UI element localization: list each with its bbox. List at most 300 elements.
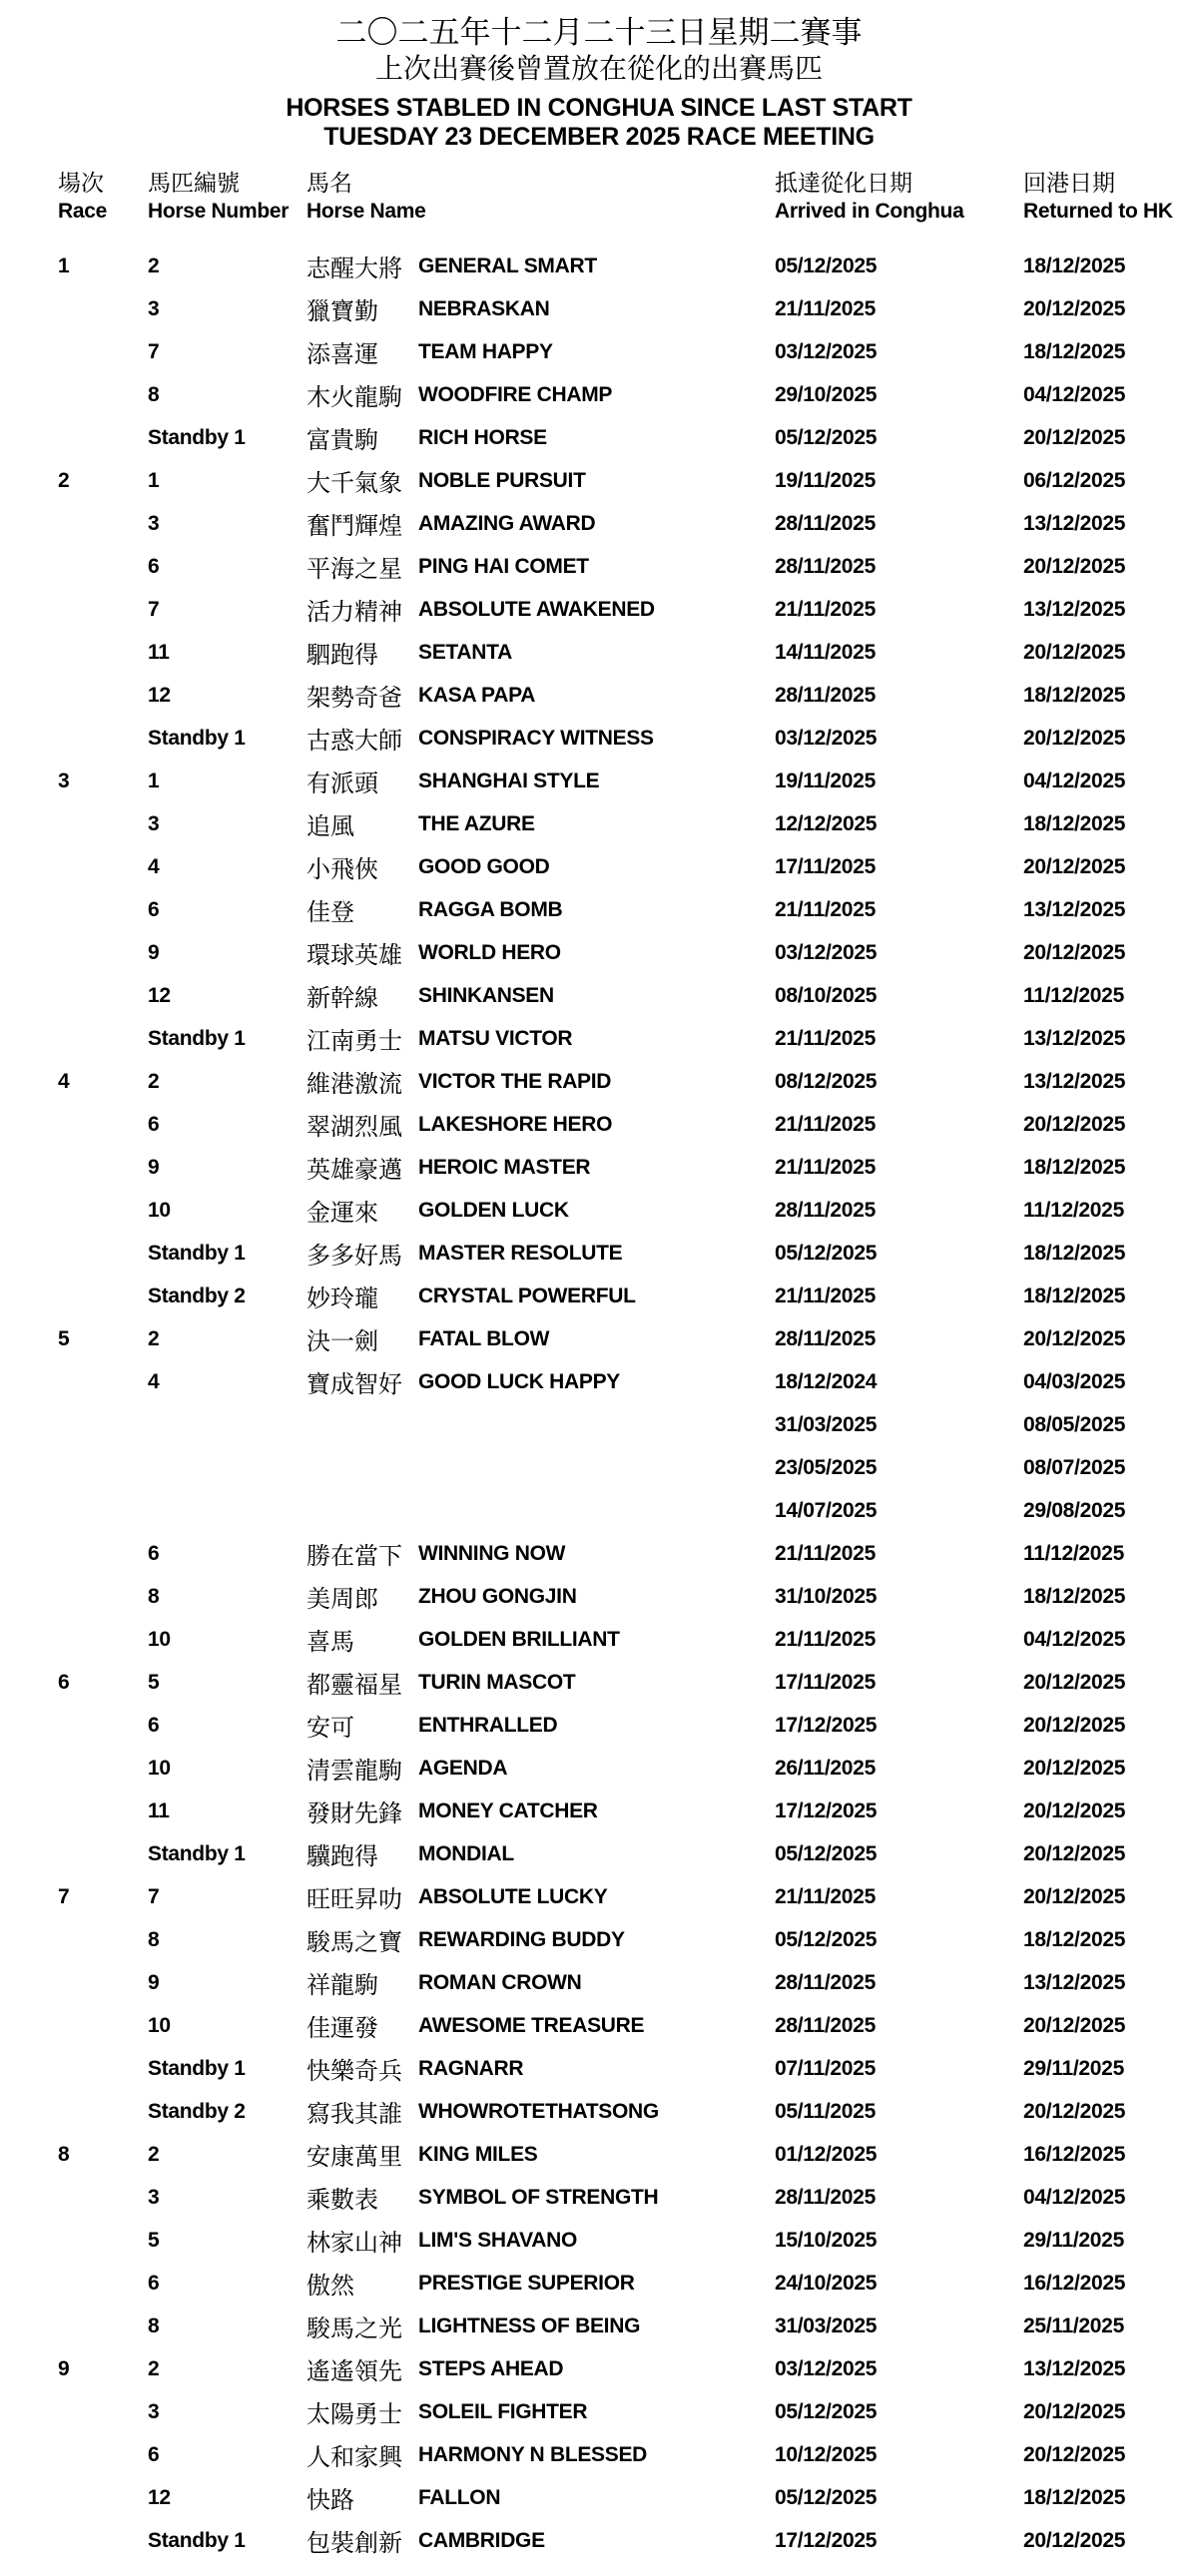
arrived-in-conghua-date: 17/11/2025 — [775, 1670, 876, 1694]
arrived-in-conghua-date: 17/12/2025 — [775, 2528, 878, 2552]
horse-name-chinese: 遙遙領先 — [306, 2358, 402, 2385]
horse-name-english: SETANTA — [418, 640, 512, 664]
horse-name-chinese: 富貴駒 — [306, 427, 378, 454]
arrived-in-conghua-date: 05/12/2025 — [775, 1841, 878, 1865]
arrived-in-conghua-date: 17/12/2025 — [775, 1799, 878, 1822]
table-row — [58, 845, 1178, 888]
horse-number: 12 — [148, 983, 171, 1007]
table-row — [58, 2133, 1178, 2176]
horse-name-english: PING HAI COMET — [418, 554, 589, 578]
table-row — [58, 1918, 1178, 1961]
horse-name-english: CAMBRIDGE — [418, 2528, 545, 2552]
horse-name-chinese: 追風 — [306, 813, 354, 840]
arrived-in-conghua-date: 28/11/2025 — [775, 2013, 876, 2037]
returned-to-hk-date: 13/12/2025 — [1023, 897, 1126, 921]
returned-to-hk-date: 04/03/2025 — [1023, 1369, 1126, 1393]
arrived-in-conghua-date: 18/12/2024 — [775, 1369, 878, 1393]
horse-name-chinese: 古惑大師 — [306, 728, 402, 755]
horse-name-chinese: 安可 — [306, 1715, 354, 1742]
table-row — [58, 1790, 1178, 1832]
horse-name-chinese: 太陽勇士 — [306, 2401, 402, 2428]
horse-name-english: MONDIAL — [418, 1841, 514, 1865]
horse-name-english: GOOD LUCK HAPPY — [418, 1369, 621, 1393]
table-row — [58, 2219, 1178, 2262]
returned-to-hk-date: 13/12/2025 — [1023, 597, 1126, 621]
race-number: 7 — [58, 1884, 70, 1908]
horse-name-chinese: 祥龍駒 — [306, 1972, 378, 1999]
arrived-in-conghua-date: 29/10/2025 — [775, 382, 878, 406]
returned-to-hk-date: 04/12/2025 — [1023, 2185, 1126, 2209]
table-row — [58, 459, 1178, 502]
column-header-horse-number-en: Horse Number — [148, 200, 290, 223]
arrived-in-conghua-date: 21/11/2025 — [775, 1627, 876, 1651]
returned-to-hk-date: 20/12/2025 — [1023, 2099, 1126, 2123]
arrived-in-conghua-date: 12/12/2025 — [775, 811, 878, 835]
column-header-spacer — [418, 168, 775, 198]
horse-name-english: ABSOLUTE LUCKY — [418, 1884, 608, 1908]
arrived-in-conghua-date: 28/11/2025 — [775, 1326, 876, 1350]
arrived-in-conghua-date: 21/11/2025 — [775, 1155, 876, 1179]
horse-name-english: WHOWROTETHATSONG — [418, 2099, 659, 2123]
returned-to-hk-date: 20/12/2025 — [1023, 940, 1126, 964]
title-chinese-subtitle: 上次出賽後曾置放在從化的出賽馬匹 — [374, 53, 823, 84]
returned-to-hk-date: 11/12/2025 — [1023, 983, 1124, 1007]
horse-number: Standby 1 — [148, 1026, 246, 1050]
arrived-in-conghua-date: 07/11/2025 — [775, 2056, 876, 2080]
table-row — [58, 1060, 1178, 1103]
horse-number: 6 — [148, 2271, 160, 2295]
horse-number: 6 — [148, 554, 160, 578]
returned-to-hk-date: 20/12/2025 — [1023, 726, 1126, 750]
horse-name-english: LIGHTNESS OF BEING — [418, 2314, 641, 2337]
table-row — [58, 1232, 1178, 1275]
returned-to-hk-date: 20/12/2025 — [1023, 1670, 1126, 1694]
horse-name-english: KASA PAPA — [418, 683, 536, 707]
arrived-in-conghua-date: 19/11/2025 — [775, 468, 876, 492]
horse-name-chinese: 駿馬之光 — [306, 2316, 402, 2342]
table-row — [58, 2004, 1178, 2047]
horse-number: 2 — [148, 1326, 160, 1350]
horse-name-chinese: 新幹線 — [306, 985, 378, 1012]
horse-number: 8 — [148, 1927, 160, 1951]
horse-name-english: KING MILES — [418, 2142, 538, 2166]
horse-name-english: CONSPIRACY WITNESS — [418, 726, 654, 750]
horse-name-chinese: 江南勇士 — [306, 1028, 402, 1055]
horse-number: Standby 1 — [148, 1241, 246, 1265]
arrived-in-conghua-date: 10/12/2025 — [775, 2442, 878, 2466]
arrived-in-conghua-date: 05/11/2025 — [775, 2099, 876, 2123]
returned-to-hk-date: 20/12/2025 — [1023, 1326, 1126, 1350]
table-row — [58, 2433, 1178, 2476]
column-header-horse-name-zh: 馬名 — [306, 170, 352, 196]
returned-to-hk-date: 11/12/2025 — [1023, 1541, 1124, 1565]
arrived-in-conghua-date: 31/03/2025 — [775, 2314, 878, 2337]
horse-name-chinese: 林家山神 — [306, 2230, 402, 2257]
horse-name-english: GENERAL SMART — [418, 254, 597, 277]
table-row — [58, 760, 1178, 802]
race-number: 9 — [58, 2356, 70, 2380]
table-row — [58, 2476, 1178, 2519]
arrived-in-conghua-date: 19/11/2025 — [775, 769, 876, 792]
horse-name-english: ZHOU GONGJIN — [418, 1584, 577, 1608]
horse-name-english: SHANGHAI STYLE — [418, 769, 600, 792]
returned-to-hk-date: 29/11/2025 — [1023, 2228, 1124, 2252]
horse-number: 2 — [148, 2356, 160, 2380]
horse-name-chinese: 旺旺昇叻 — [306, 1886, 402, 1913]
table-header — [58, 168, 1178, 225]
table-row — [58, 1575, 1178, 1618]
horse-number: Standby 2 — [148, 1284, 246, 1307]
column-header-arrived-en: Arrived in Conghua — [775, 200, 964, 223]
horse-number: 8 — [148, 1584, 160, 1608]
horse-number: 2 — [148, 2142, 160, 2166]
horse-name-chinese: 金運來 — [306, 1200, 378, 1227]
horse-number: 8 — [148, 2314, 160, 2337]
table-row — [58, 717, 1178, 760]
horse-name-english: TEAM HAPPY — [418, 339, 553, 363]
horse-number: Standby 1 — [148, 2528, 246, 2552]
horse-number: 7 — [148, 597, 160, 621]
returned-to-hk-date: 18/12/2025 — [1023, 254, 1126, 277]
table-body — [58, 245, 1178, 2562]
horse-name-chinese: 翠湖烈風 — [306, 1114, 402, 1141]
table-row — [58, 1360, 1178, 1403]
horse-name-chinese: 都靈福星 — [306, 1672, 402, 1699]
table-row — [58, 2176, 1178, 2219]
horse-number: 12 — [148, 2485, 171, 2509]
table-header-chinese-row — [58, 168, 1178, 198]
horse-name-english: NEBRASKAN — [418, 296, 550, 320]
race-number: 6 — [58, 1670, 70, 1694]
table-row — [58, 1103, 1178, 1146]
horse-name-english: HARMONY N BLESSED — [418, 2442, 648, 2466]
horse-name-chinese: 有派頭 — [306, 771, 378, 797]
returned-to-hk-date: 04/12/2025 — [1023, 382, 1126, 406]
horse-number: 10 — [148, 2013, 171, 2037]
table-row — [58, 2090, 1178, 2133]
table-row — [58, 974, 1178, 1017]
returned-to-hk-date: 13/12/2025 — [1023, 1069, 1126, 1093]
arrived-in-conghua-date: 21/11/2025 — [775, 1112, 876, 1136]
horse-name-english: SHINKANSEN — [418, 983, 554, 1007]
arrived-in-conghua-date: 03/12/2025 — [775, 726, 878, 750]
arrived-in-conghua-date: 14/07/2025 — [775, 1498, 878, 1522]
returned-to-hk-date: 18/12/2025 — [1023, 2485, 1126, 2509]
horse-name-english: WINNING NOW — [418, 1541, 566, 1565]
horse-name-english: TURIN MASCOT — [418, 1670, 576, 1694]
table-row — [58, 2262, 1178, 2305]
arrived-in-conghua-date: 24/10/2025 — [775, 2271, 878, 2295]
arrived-in-conghua-date: 08/10/2025 — [775, 983, 878, 1007]
horse-name-chinese: 小飛俠 — [306, 856, 378, 883]
table-row — [58, 631, 1178, 674]
horse-number: Standby 1 — [148, 726, 246, 750]
horse-name-english: HEROIC MASTER — [418, 1155, 591, 1179]
horse-name-chinese: 寶成智好 — [306, 1371, 402, 1398]
horse-name-english: PRESTIGE SUPERIOR — [418, 2271, 635, 2295]
horse-name-english: NOBLE PURSUIT — [418, 468, 586, 492]
arrived-in-conghua-date: 17/12/2025 — [775, 1713, 878, 1737]
horse-number: 3 — [148, 2399, 160, 2423]
horse-number: 8 — [148, 382, 160, 406]
table-row — [58, 674, 1178, 717]
horse-number: Standby 1 — [148, 2056, 246, 2080]
horse-name-chinese: 人和家興 — [306, 2444, 402, 2471]
horse-name-english: STEPS AHEAD — [418, 2356, 564, 2380]
arrived-in-conghua-date: 14/11/2025 — [775, 640, 876, 664]
returned-to-hk-date: 18/12/2025 — [1023, 1155, 1126, 1179]
horse-number: 6 — [148, 1112, 160, 1136]
horse-name-chinese: 妙玲瓏 — [306, 1286, 378, 1312]
race-number: 2 — [58, 468, 70, 492]
race-number: 8 — [58, 2142, 70, 2166]
race-number: 4 — [58, 1069, 70, 1093]
horse-name-english: CRYSTAL POWERFUL — [418, 1284, 636, 1307]
arrived-in-conghua-date: 21/11/2025 — [775, 897, 876, 921]
arrived-in-conghua-date: 05/12/2025 — [775, 2399, 878, 2423]
table-row — [58, 1961, 1178, 2004]
horse-number: 6 — [148, 1541, 160, 1565]
returned-to-hk-date: 20/12/2025 — [1023, 2399, 1126, 2423]
horse-name-chinese: 勝在當下 — [306, 1543, 402, 1570]
horse-number: 3 — [148, 2185, 160, 2209]
column-header-returned-zh: 回港日期 — [1023, 170, 1115, 196]
returned-to-hk-date: 20/12/2025 — [1023, 1756, 1126, 1780]
arrived-in-conghua-date: 28/11/2025 — [775, 1198, 876, 1222]
horse-number: 12 — [148, 683, 171, 707]
horse-name-english: GOOD GOOD — [418, 854, 550, 878]
horse-number: 7 — [148, 339, 160, 363]
table-row — [58, 245, 1178, 287]
horse-number: 3 — [148, 811, 160, 835]
horse-name-chinese: 佳運發 — [306, 2015, 378, 2042]
arrived-in-conghua-date: 17/11/2025 — [775, 854, 876, 878]
returned-to-hk-date: 13/12/2025 — [1023, 1026, 1126, 1050]
returned-to-hk-date: 13/12/2025 — [1023, 1970, 1126, 1994]
column-header-race-en: Race — [58, 200, 108, 223]
arrived-in-conghua-date: 03/12/2025 — [775, 339, 878, 363]
table-row — [58, 2305, 1178, 2347]
horse-number: 11 — [148, 640, 170, 664]
arrived-in-conghua-date: 03/12/2025 — [775, 2356, 878, 2380]
horse-number: 3 — [148, 296, 160, 320]
table-row — [58, 1146, 1178, 1189]
returned-to-hk-date: 18/12/2025 — [1023, 811, 1126, 835]
table-row — [58, 1403, 1178, 1446]
horse-name-chinese: 快樂奇兵 — [306, 2058, 402, 2085]
returned-to-hk-date: 16/12/2025 — [1023, 2271, 1126, 2295]
table-row — [58, 545, 1178, 588]
returned-to-hk-date: 11/12/2025 — [1023, 1198, 1124, 1222]
horse-name-chinese: 清雲龍駒 — [306, 1758, 402, 1785]
horse-number: 6 — [148, 1713, 160, 1737]
horse-name-english: WOODFIRE CHAMP — [418, 382, 613, 406]
horse-name-english: MASTER RESOLUTE — [418, 1241, 623, 1265]
table-row — [58, 1661, 1178, 1704]
returned-to-hk-date: 04/12/2025 — [1023, 769, 1126, 792]
column-header-race-zh: 場次 — [58, 170, 104, 196]
arrived-in-conghua-date: 28/11/2025 — [775, 511, 876, 535]
arrived-in-conghua-date: 15/10/2025 — [775, 2228, 878, 2252]
column-header-horse-number-zh: 馬匹編號 — [148, 170, 240, 196]
returned-to-hk-date: 08/07/2025 — [1023, 1455, 1126, 1479]
horse-name-english: FATAL BLOW — [418, 1326, 550, 1350]
horse-name-english: AWESOME TREASURE — [418, 2013, 645, 2037]
horse-number: 6 — [148, 2442, 160, 2466]
horse-name-chinese: 駿馬之寶 — [306, 1929, 402, 1956]
arrived-in-conghua-date: 21/11/2025 — [775, 597, 876, 621]
table-row — [58, 588, 1178, 631]
horse-number: Standby 1 — [148, 1841, 246, 1865]
horse-name-chinese: 快路 — [306, 2487, 354, 2514]
arrived-in-conghua-date: 31/10/2025 — [775, 1584, 878, 1608]
table-row — [58, 802, 1178, 845]
table-row — [58, 287, 1178, 330]
table-header-english-row — [58, 198, 1178, 225]
arrived-in-conghua-date: 21/11/2025 — [775, 1541, 876, 1565]
arrived-in-conghua-date: 03/12/2025 — [775, 940, 878, 964]
table-row — [58, 931, 1178, 974]
horse-name-chinese: 活力精神 — [306, 599, 402, 626]
horse-name-english: REWARDING BUDDY — [418, 1927, 625, 1951]
returned-to-hk-date: 20/12/2025 — [1023, 1884, 1126, 1908]
horse-name-english: LAKESHORE HERO — [418, 1112, 613, 1136]
horse-name-english: FALLON — [418, 2485, 501, 2509]
returned-to-hk-date: 20/12/2025 — [1023, 640, 1126, 664]
horse-number: 5 — [148, 2228, 160, 2252]
returned-to-hk-date: 20/12/2025 — [1023, 1713, 1126, 1737]
horse-name-english: GOLDEN LUCK — [418, 1198, 569, 1222]
horse-name-english: WORLD HERO — [418, 940, 561, 964]
table-row — [58, 1446, 1178, 1489]
returned-to-hk-date: 20/12/2025 — [1023, 2528, 1126, 2552]
arrived-in-conghua-date: 05/12/2025 — [775, 425, 878, 449]
horse-name-chinese: 佳登 — [306, 899, 354, 926]
returned-to-hk-date: 20/12/2025 — [1023, 554, 1126, 578]
returned-to-hk-date: 18/12/2025 — [1023, 1927, 1126, 1951]
arrived-in-conghua-date: 21/11/2025 — [775, 1026, 876, 1050]
returned-to-hk-date: 13/12/2025 — [1023, 511, 1126, 535]
horse-name-chinese: 美周郎 — [306, 1586, 378, 1613]
returned-to-hk-date: 18/12/2025 — [1023, 1241, 1126, 1265]
horse-name-chinese: 決一劍 — [306, 1328, 378, 1355]
horse-name-english: ROMAN CROWN — [418, 1970, 582, 1994]
returned-to-hk-date: 13/12/2025 — [1023, 2356, 1126, 2380]
horse-name-chinese: 獵寶勤 — [306, 298, 378, 325]
horse-name-chinese: 發財先鋒 — [306, 1801, 402, 1827]
horse-name-chinese: 寫我其誰 — [306, 2101, 402, 2128]
table-row — [58, 1275, 1178, 1317]
horse-number: 2 — [148, 254, 160, 277]
horse-name-english: LIM'S SHAVANO — [418, 2228, 577, 2252]
returned-to-hk-date: 29/08/2025 — [1023, 1498, 1126, 1522]
horse-name-chinese: 平海之星 — [306, 556, 402, 583]
returned-to-hk-date: 18/12/2025 — [1023, 339, 1126, 363]
horse-name-chinese: 大千氣象 — [306, 470, 402, 497]
arrived-in-conghua-date: 28/11/2025 — [775, 683, 876, 707]
arrived-in-conghua-date: 28/11/2025 — [775, 2185, 876, 2209]
column-header-returned-en: Returned to HK — [1023, 200, 1173, 223]
horse-number: Standby 1 — [148, 425, 246, 449]
horse-name-chinese: 環球英雄 — [306, 942, 402, 969]
horse-number: 4 — [148, 854, 160, 878]
horse-name-english: ABSOLUTE AWAKENED — [418, 597, 655, 621]
returned-to-hk-date: 18/12/2025 — [1023, 1284, 1126, 1307]
title-english-date: TUESDAY 23 DECEMBER 2025 RACE MEETING — [323, 123, 875, 151]
horse-name-chinese: 傲然 — [306, 2273, 354, 2300]
returned-to-hk-date: 25/11/2025 — [1023, 2314, 1124, 2337]
horse-name-chinese: 包裝創新 — [306, 2530, 402, 2557]
arrived-in-conghua-date: 08/12/2025 — [775, 1069, 878, 1093]
horses-table — [58, 168, 1178, 2562]
horse-number: 5 — [148, 1670, 160, 1694]
returned-to-hk-date: 06/12/2025 — [1023, 468, 1126, 492]
returned-to-hk-date: 20/12/2025 — [1023, 2442, 1126, 2466]
returned-to-hk-date: 20/12/2025 — [1023, 1799, 1126, 1822]
title-english-main: HORSES STABLED IN CONGHUA SINCE LAST START — [286, 94, 912, 122]
table-row — [58, 1747, 1178, 1790]
column-header-spacer — [418, 198, 775, 225]
horse-number: 9 — [148, 1155, 160, 1179]
horse-number: 10 — [148, 1198, 171, 1222]
horse-number: 9 — [148, 1970, 160, 1994]
horse-name-english: MATSU VICTOR — [418, 1026, 573, 1050]
table-row — [58, 1832, 1178, 1875]
table-row — [58, 502, 1178, 545]
table-row — [58, 2047, 1178, 2090]
horse-name-chinese: 添喜運 — [306, 341, 378, 368]
horse-number: 3 — [148, 511, 160, 535]
table-row — [58, 1704, 1178, 1747]
horse-name-english: AGENDA — [418, 1756, 508, 1780]
column-header-horse-name-en: Horse Name — [306, 200, 426, 223]
table-row — [58, 1189, 1178, 1232]
horse-name-chinese: 乘數表 — [306, 2187, 378, 2214]
race-number: 3 — [58, 769, 70, 792]
title-chinese-date: 二〇二五年十二月二十三日星期二賽事 — [335, 15, 863, 50]
arrived-in-conghua-date: 21/11/2025 — [775, 1284, 876, 1307]
horse-name-english: AMAZING AWARD — [418, 511, 596, 535]
horse-name-english: THE AZURE — [418, 811, 535, 835]
horse-number: 7 — [148, 1884, 160, 1908]
table-row — [58, 888, 1178, 931]
horse-name-english: GOLDEN BRILLIANT — [418, 1627, 620, 1651]
arrived-in-conghua-date: 05/12/2025 — [775, 1927, 878, 1951]
arrived-in-conghua-date: 28/11/2025 — [775, 1970, 876, 1994]
returned-to-hk-date: 16/12/2025 — [1023, 2142, 1126, 2166]
returned-to-hk-date: 18/12/2025 — [1023, 683, 1126, 707]
horse-number: 1 — [148, 468, 160, 492]
returned-to-hk-date: 29/11/2025 — [1023, 2056, 1124, 2080]
horse-name-english: VICTOR THE RAPID — [418, 1069, 612, 1093]
arrived-in-conghua-date: 21/11/2025 — [775, 296, 876, 320]
returned-to-hk-date: 04/12/2025 — [1023, 1627, 1126, 1651]
arrived-in-conghua-date: 05/12/2025 — [775, 1241, 878, 1265]
table-row — [58, 1532, 1178, 1575]
horse-number: 1 — [148, 769, 160, 792]
arrived-in-conghua-date: 31/03/2025 — [775, 1412, 878, 1436]
returned-to-hk-date: 18/12/2025 — [1023, 1584, 1126, 1608]
arrived-in-conghua-date: 23/05/2025 — [775, 1455, 878, 1479]
horse-name-chinese: 英雄豪邁 — [306, 1157, 402, 1184]
horse-number: 2 — [148, 1069, 160, 1093]
horse-number: 6 — [148, 897, 160, 921]
arrived-in-conghua-date: 26/11/2025 — [775, 1756, 876, 1780]
table-row — [58, 2347, 1178, 2390]
horse-name-english: RICH HORSE — [418, 425, 547, 449]
table-row — [58, 1618, 1178, 1661]
horse-name-chinese: 架勢奇爸 — [306, 685, 402, 712]
